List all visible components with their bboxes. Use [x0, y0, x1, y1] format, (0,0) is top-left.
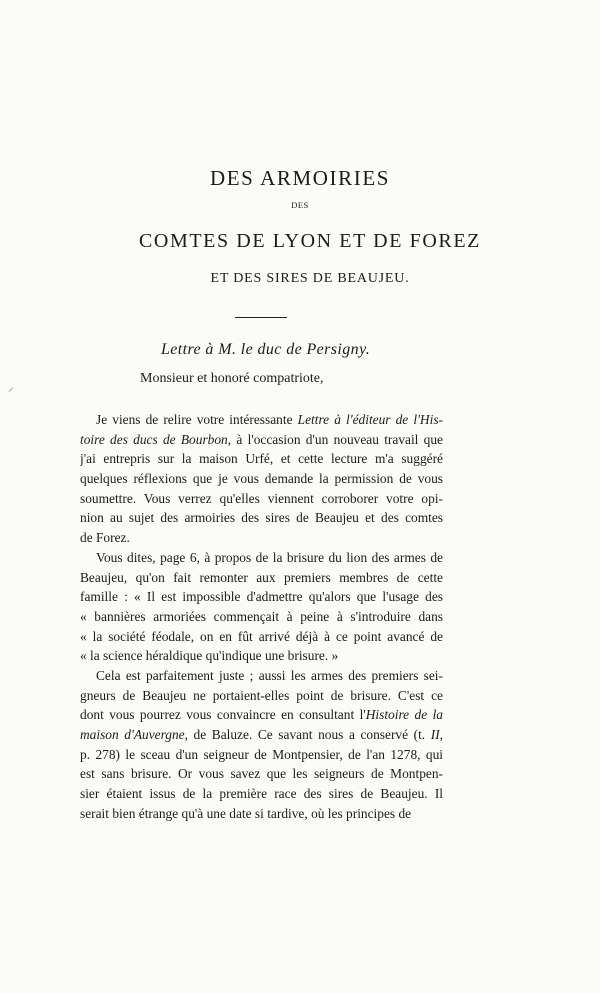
text-segment: quelques réflexions que je vous demande la permission de vous — [80, 471, 443, 487]
salutation: Monsieur et honoré compatriote, — [140, 371, 324, 386]
text-segment: Histoire de la — [365, 707, 443, 723]
text-line — [80, 666, 443, 686]
text-segment: dont vous pourrez vous convaincre en consultant l' — [80, 707, 366, 723]
text-segment: « bannières armoriées commençait à peine à s'introduire dans — [80, 609, 443, 625]
text-line — [80, 508, 443, 528]
title-sires: ET DES SIRES DE BEAUJEU. — [210, 271, 410, 286]
text-line — [80, 784, 443, 804]
text-line — [80, 686, 443, 706]
text-line — [80, 705, 443, 725]
text-segment: Vous dites, page 6, à propos de la brisure du lion des armes de — [96, 550, 443, 565]
text-line — [80, 568, 443, 588]
text-segment: nion au sujet des armoiries des sires de Beaujeu et des comtes — [80, 510, 443, 526]
paragraph-1 — [80, 410, 443, 548]
text-line — [80, 627, 443, 647]
text-segment: p. 278) le sceau d'un seigneur de Montpensier, de l'an 1278, qui — [80, 746, 443, 762]
margin-mark: ⸝ — [8, 381, 14, 394]
text-segment: serait bien étrange qu'à une date si tardive, où les principes de — [80, 805, 412, 821]
text-segment: , — [439, 727, 443, 743]
letter-heading: Lettre à M. le duc de Persigny. — [161, 341, 371, 358]
text-line — [80, 469, 443, 489]
text-segment: sier étaient issus de la première race des sires de Beaujeu. Il — [80, 786, 443, 802]
title-comtes: COMTES DE LYON ET DE FOREZ — [138, 230, 481, 252]
text-line — [80, 745, 443, 765]
text-line — [80, 725, 443, 745]
text-segment: Lettre à l'éditeur de l'His- — [297, 412, 443, 427]
text-segment: Cela est parfaitement juste ; aussi les armes des premiers sei- — [96, 668, 443, 683]
text-segment: « la société féodale, on en fût arrivé déjà à ce point avancé de — [80, 628, 443, 644]
paragraph-2 — [80, 548, 443, 666]
paragraph-3 — [80, 666, 443, 824]
text-segment: soumettre. Vous verrez qu'elles viennent corroborer votre opi- — [80, 490, 443, 506]
text-segment: Je viens de relire votre intéressante — [96, 412, 298, 427]
text-segment: « la science héraldique qu'indique une brisure. » — [80, 648, 339, 664]
text-line — [80, 804, 443, 824]
title-main: DES ARMOIRIES — [209, 166, 391, 190]
text-line — [80, 430, 443, 450]
text-line — [80, 764, 443, 784]
text-line — [80, 587, 443, 607]
text-line — [80, 646, 443, 666]
text-segment: famille : « Il est impossible d'admettre qu'alors que l'usage des — [80, 589, 443, 605]
text-segment: II — [430, 727, 440, 743]
text-line — [80, 528, 443, 548]
title-des: DES — [291, 200, 309, 210]
text-segment: , de Baluze. Ce savant nous a conservé (t. — [184, 727, 431, 743]
text-segment: j'ai entrepris sur la maison Urfé, et cette lecture m'a suggéré — [80, 451, 443, 467]
text-line — [80, 489, 443, 509]
text-line — [80, 607, 443, 627]
text-segment: gneurs de Beaujeu ne portaient-elles point de brisure. C'est ce — [80, 687, 443, 703]
text-line — [80, 548, 443, 568]
text-line — [80, 449, 443, 469]
text-segment: toire des ducs de Bourbon — [80, 431, 228, 447]
text-segment: Beaujeu, qu'on fait remonter aux premiers membres de cette — [80, 569, 443, 585]
text-segment: est sans brisure. Or vous savez que les seigneurs de Montpen- — [80, 766, 443, 782]
text-line — [80, 410, 443, 430]
text-segment: de Forez. — [80, 530, 130, 546]
separator-rule — [235, 317, 287, 318]
text-segment: , à l'occasion d'un nouveau travail que — [227, 431, 443, 447]
text-segment: maison d'Auvergne — [80, 727, 185, 743]
